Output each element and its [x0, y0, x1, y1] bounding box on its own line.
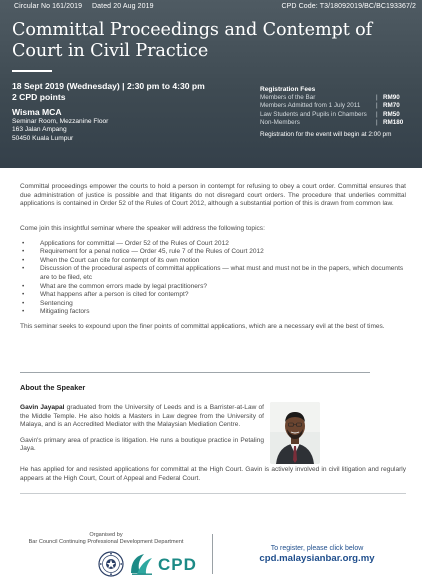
fee-category: Non-Members: [260, 118, 300, 126]
venue-line: 50450 Kuala Lumpur: [12, 134, 74, 142]
header-banner: [0, 0, 422, 168]
cpd-logo-text: CPD: [158, 555, 197, 574]
footer-divider: [212, 534, 213, 574]
event-details: [12, 81, 252, 143]
event-date: 18 Sept 2019 (Wednesday) | 2:30 pm to 4:30 pm: [12, 81, 205, 91]
section-divider: [20, 372, 370, 373]
speaker-heading: About the Speaker: [20, 383, 86, 392]
fee-row: [260, 94, 416, 102]
fee-separator: |: [376, 118, 378, 126]
fee-row: [260, 102, 416, 110]
fee-row: [260, 111, 416, 119]
footer-rule: [20, 493, 406, 494]
venue-line: Seminar Room, Mezzanine Floor: [12, 118, 109, 125]
cpd-points: 2 CPD points: [12, 92, 66, 102]
intro-paragraph: Committal proceedings empower the courts to hold a person in contempt for refusing to obey a court order. Committal ensures that due administration of justice is possible and that litigants do not disregard court orders. The procedure that underlies committal applications is contained in Order 52 of the Rules of Court 2012, although a substantial portion of this is drawn from common law.: [20, 183, 406, 208]
seminar-description: [20, 183, 406, 332]
fee-category: Members Admitted from 1 July 2011: [260, 102, 361, 110]
organised-label: Organised by: [89, 532, 123, 538]
register-link[interactable]: cpd.malaysianbar.org.my: [259, 553, 375, 564]
fee-category: Members of the Bar: [260, 94, 316, 101]
join-paragraph: Come join this insightful seminar where the speaker will address the following topics:: [20, 225, 265, 232]
topic-item: • Requirement for a penal notice — Order 45, rule 7 of the Rules of Court 2012: [22, 248, 406, 257]
fee-separator: |: [376, 110, 378, 118]
speaker-bio: [20, 404, 264, 461]
page-title: Committal Proceedings and Contempt of Court in Civil Practice: [12, 20, 373, 61]
circular-line: [14, 3, 418, 13]
speaker-practice: Gavin's primary area of practice is litigation. He runs a boutique practice in Petaling Jaya.: [20, 436, 264, 453]
topic-item: • When the Court can cite for contempt of its own motion: [22, 257, 406, 266]
fee-amount: RM70: [383, 102, 400, 110]
topic-item: • What are the common errors made by legal practitioners?: [22, 283, 406, 292]
registration-note: Registration for the event will begin at 2:00 pm: [260, 131, 392, 139]
topic-item: • Sentencing: [22, 300, 406, 309]
speaker-photo: [270, 402, 320, 464]
fee-amount: RM50: [383, 110, 400, 118]
fee-separator: |: [376, 102, 378, 110]
speaker-name: Gavin Jayapal: [20, 404, 65, 411]
cpd-code: CPD Code: T3/18092019/BC/BC193367/2: [281, 3, 416, 10]
fees-title: Registration Fees: [260, 86, 316, 93]
organised-by: [0, 532, 212, 547]
registration-fees: [260, 86, 416, 138]
venue-line: 163 Jalan Ampang: [12, 126, 67, 134]
bar-council-seal-icon: [98, 551, 124, 577]
circular-number: Circular No 161/2019: [14, 3, 83, 10]
organiser-name: Bar Council Continuing Professional Development Department: [28, 539, 184, 546]
speaker-bio-paragraph: [20, 404, 264, 430]
venue-name: Wisma MCA: [12, 107, 62, 117]
topic-item: • What happens after a person is cited for contempt?: [22, 291, 406, 300]
circular-date: Dated 20 Aug 2019: [92, 3, 154, 10]
fee-separator: |: [376, 94, 378, 101]
register-block: [222, 545, 412, 564]
fee-amount: RM180: [383, 118, 404, 126]
topics-list: [22, 240, 406, 317]
speaker-bio-text: graduated from the University of Leeds and is a Barrister-at-Law of the Middle Temple. He also holds a Masters in Law degree from the University of Malaya, and is an Accredited Mediator with the Malaysian Mediation Centre.: [20, 404, 264, 429]
speaker-experience: He has applied for and resisted applications for committal at the High Court. Gavin is actively involved in civil litigation and regularly appears at the High Court, Court of Appeal and Federal Court.: [20, 466, 406, 482]
topic-item: • Mitigating factors: [22, 308, 406, 317]
title-underline: [12, 70, 52, 72]
topic-item: • Applications for committal — Order 52 of the Rules of Court 2012: [22, 240, 406, 249]
register-label: To register, please click below: [270, 545, 364, 552]
fee-row: [260, 119, 416, 127]
fee-category: Law Students and Pupils in Chambers: [260, 110, 367, 118]
fee-amount: RM90: [383, 94, 400, 101]
topic-item: • Discussion of the procedural aspects of committal applications — what must and must not be in the papers, which documents are to be filed, etc: [22, 265, 406, 282]
cpd-logo: [128, 551, 212, 577]
closing-paragraph: This seminar seeks to expound upon the finer points of committal applications, which are a necessary evil at the best of times.: [20, 322, 385, 330]
